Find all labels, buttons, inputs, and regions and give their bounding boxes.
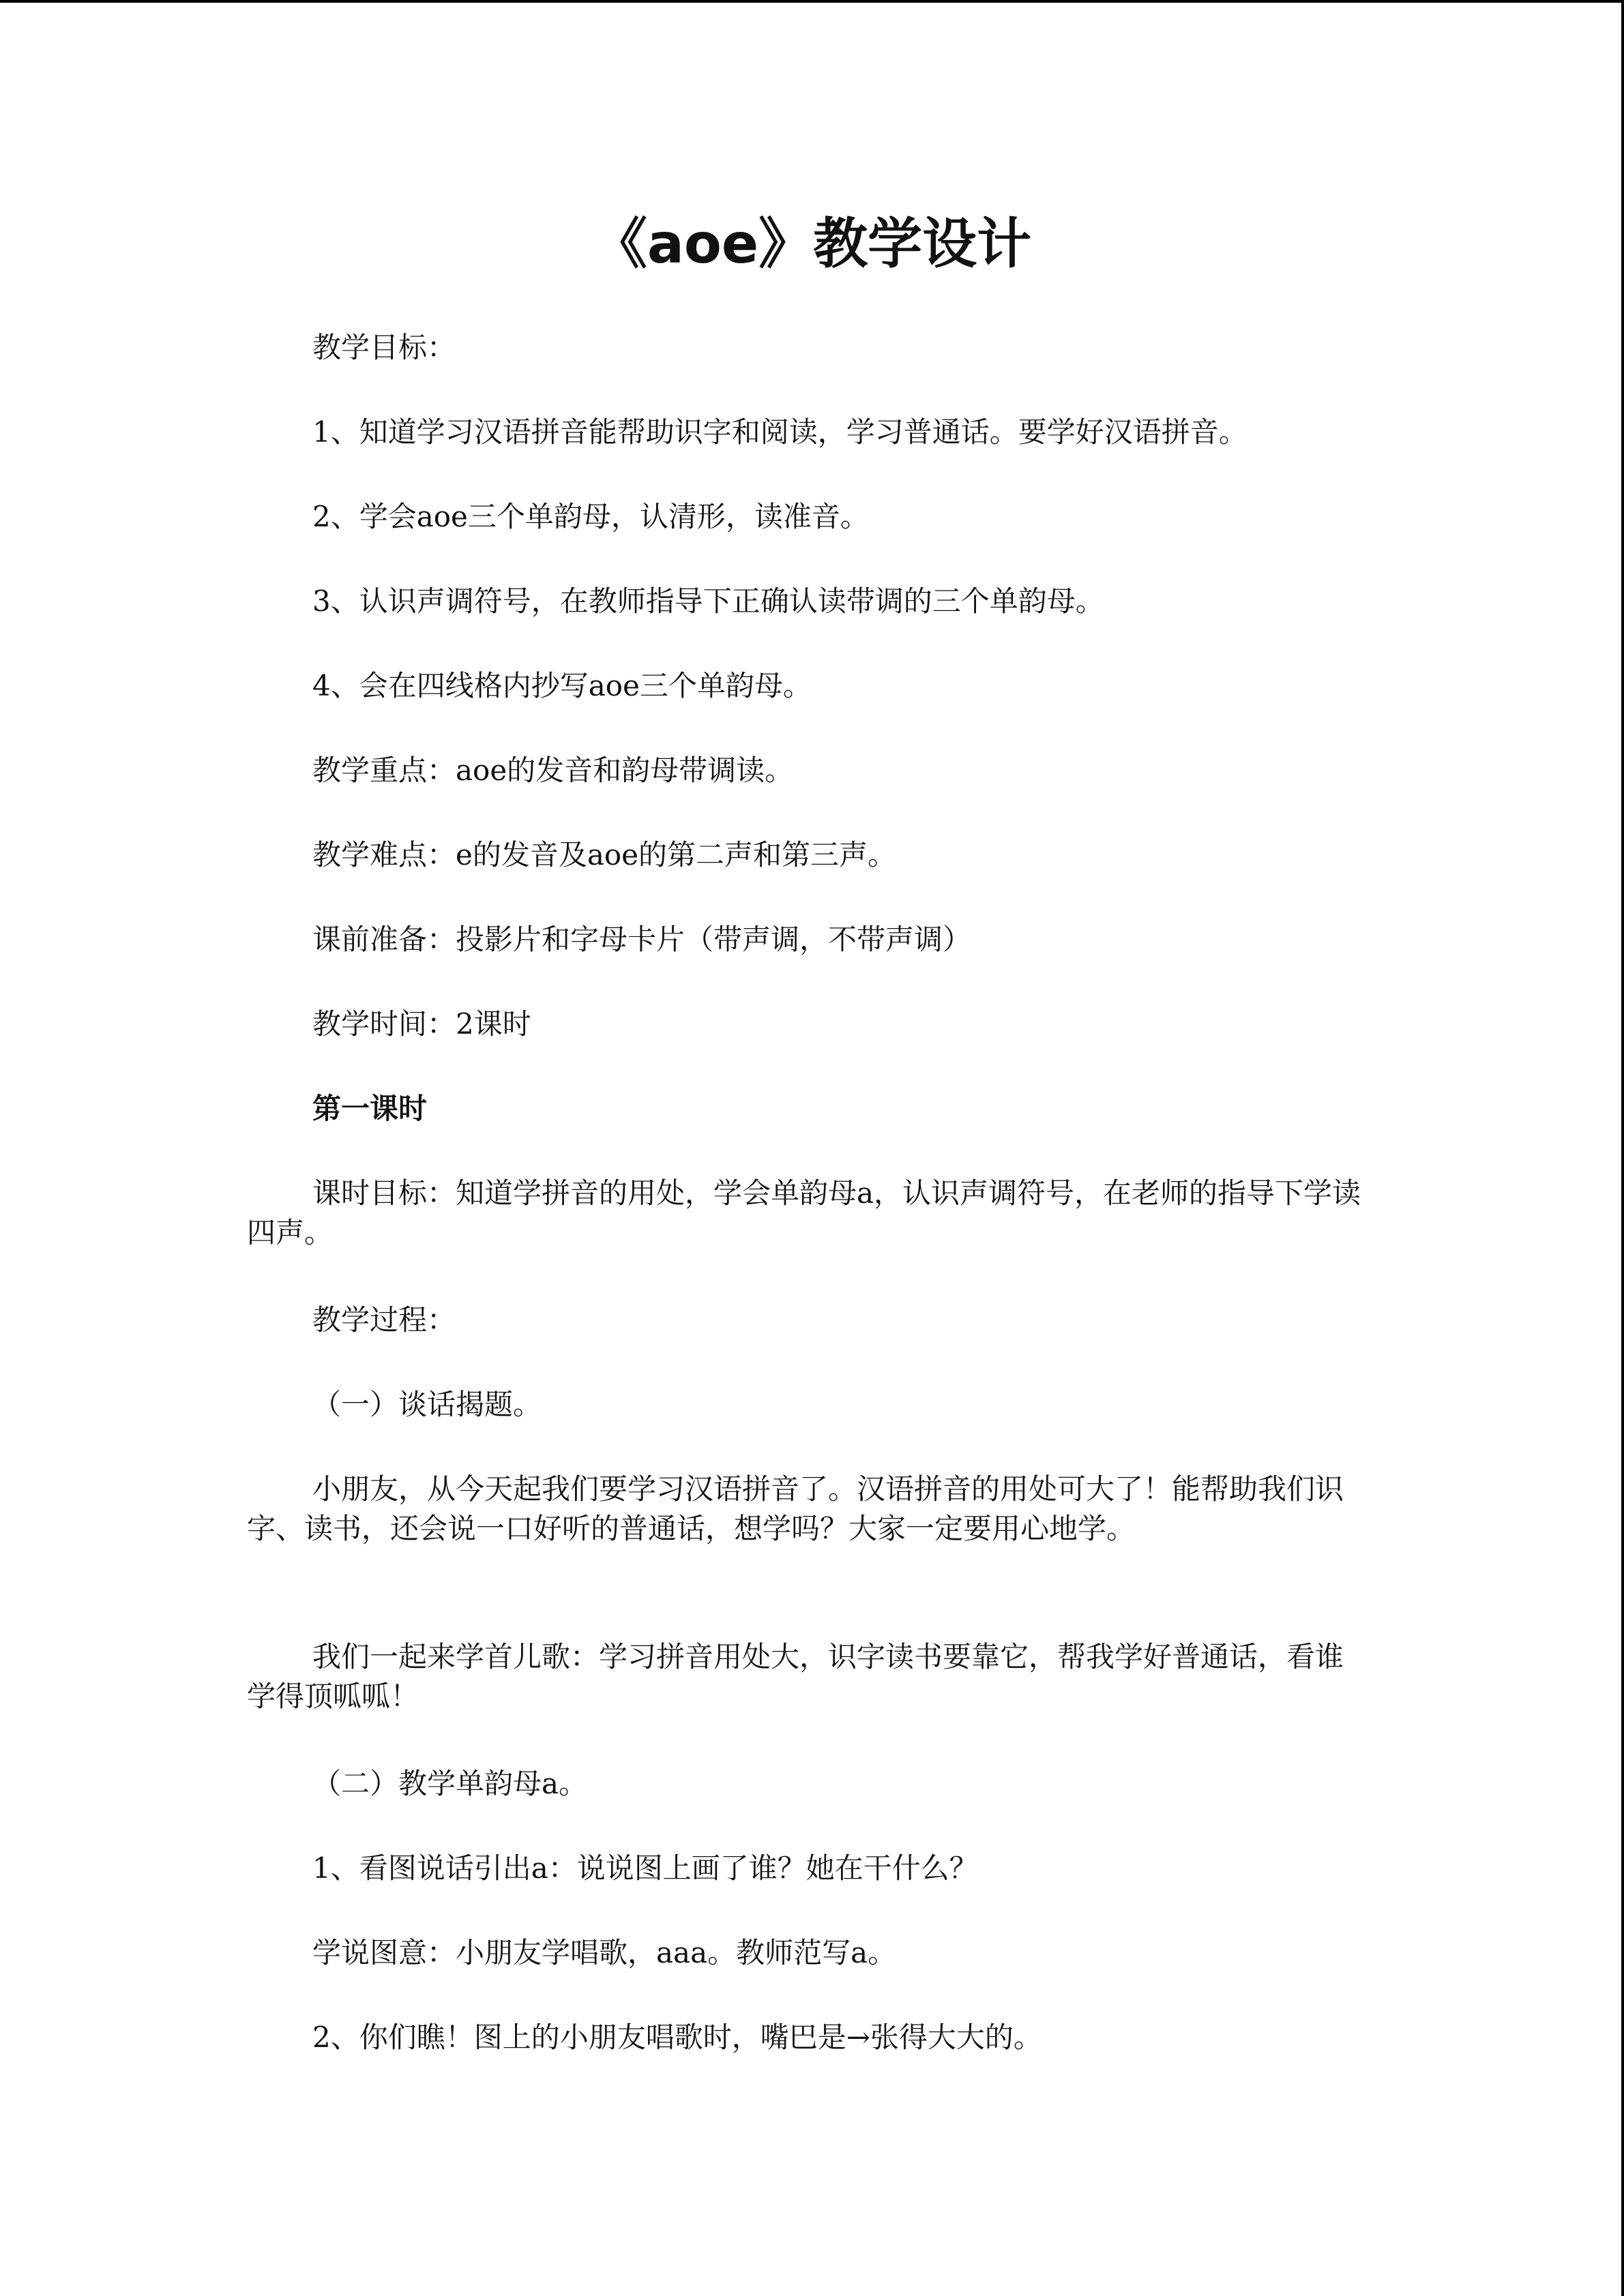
paragraph-teaching-process: 教学过程： xyxy=(312,1303,456,1337)
top-border-line xyxy=(0,0,1624,3)
section-heading-first-lesson: 第一课时 xyxy=(312,1092,428,1125)
paragraph-key-points: 教学重点：aoe的发音和韵母带调读。 xyxy=(312,754,794,787)
paragraph-goal-4: 4、会在四线格内抄写aoe三个单韵母。 xyxy=(312,669,812,702)
document-title: 《aoe》教学设计 xyxy=(592,212,1032,275)
paragraph-teaching-time: 教学时间：2课时 xyxy=(312,1007,531,1041)
paragraph-picture-talk: 1、看图说话引出a：说说图上画了谁？她在干什么？ xyxy=(312,1851,978,1885)
paragraph-goal-3: 3、认识声调符号，在教师指导下正确认读带调的三个单韵母。 xyxy=(312,584,1104,618)
paragraph-step-two-heading: （二）教学单韵母a。 xyxy=(312,1767,588,1800)
paragraph-picture-meaning: 学说图意：小朋友学唱歌，aaa。教师范写a。 xyxy=(312,1936,897,1969)
paragraph-goal-1: 1、知道学习汉语拼音能帮助识字和阅读，学习普通话。要学好汉语拼音。 xyxy=(312,415,1247,449)
right-border-line xyxy=(1621,0,1624,2296)
paragraph-step-one-heading: （一）谈话揭题。 xyxy=(312,1388,542,1421)
paragraph-mouth-shape: 2、你们瞧！图上的小朋友唱歌时，嘴巴是→张得大大的。 xyxy=(312,2021,1042,2054)
paragraph-lesson-goals: 课时目标：知道学拼音的用处，学会单韵母a，认识声调符号，在老师的指导下学读四声。 xyxy=(247,1176,1361,1249)
paragraph-preparation: 课前准备：投影片和字母卡片（带声调，不带声调） xyxy=(312,923,972,956)
paragraph-difficulties: 教学难点：e的发音及aoe的第二声和第三声。 xyxy=(312,838,897,871)
paragraph-nursery-rhyme: 我们一起来学首儿歌：学习拼音用处大，识字读书要靠它，帮我学好普通话，看谁学得顶呱呱！ xyxy=(247,1640,1344,1713)
paragraph-goal-2: 2、学会aoe三个单韵母，认清形，读准音。 xyxy=(312,500,869,533)
paragraph-introduction: 小朋友，从今天起我们要学习汉语拼音了。汉语拼音的用处可大了！能帮助我们识字、读书，还会说一口好听的普通话，想学吗？大家一定要用心地学。 xyxy=(247,1472,1344,1545)
paragraph-teaching-goals: 教学目标： xyxy=(312,331,456,364)
